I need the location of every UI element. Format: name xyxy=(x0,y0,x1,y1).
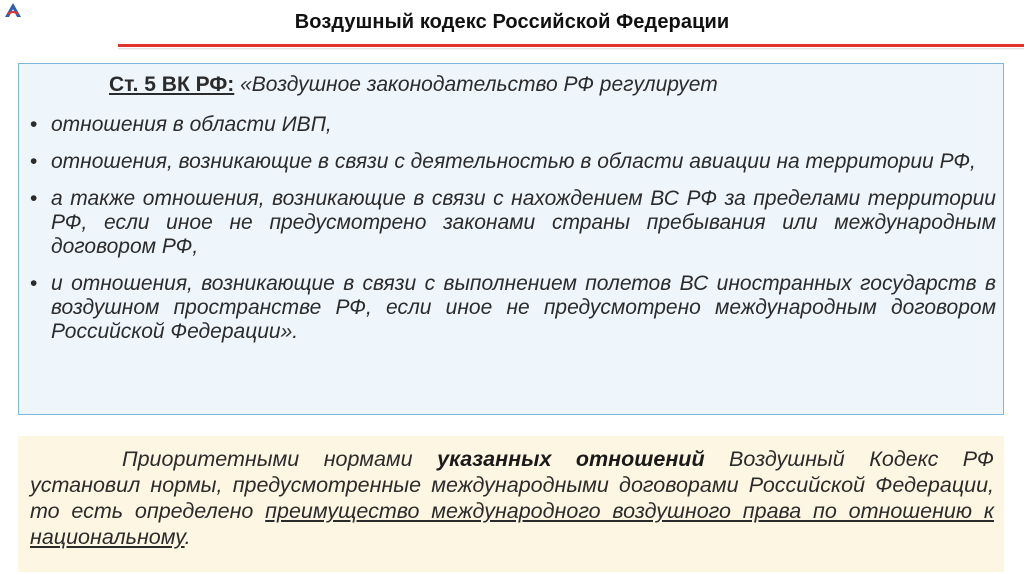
list-item-text: отношения в области ИВП, xyxy=(51,113,332,136)
law-quote-box xyxy=(18,63,1004,415)
bullet-icon: • xyxy=(30,113,38,136)
list-item-text: отношения, возникающие в связи с деятельностью в области авиации на территории РФ, xyxy=(51,150,976,173)
article-intro: «Воздушное законодательство РФ регулирует xyxy=(234,73,718,96)
regulated-relations-list xyxy=(26,113,996,357)
bullet-icon: • xyxy=(30,272,38,295)
priority-text-part1: Приоритетными нормами xyxy=(122,447,438,471)
page-title: Воздушный кодекс Российской Федерации xyxy=(294,11,730,33)
list-item xyxy=(26,272,996,344)
list-item-text: и отношения, возникающие в связи с выполнением полетов ВС иностранных государств в воздушном пространстве РФ, если иное не предусмотрено международным договором Российской Федерации». xyxy=(51,272,996,343)
title-underline-rule xyxy=(118,44,1024,47)
list-item xyxy=(26,150,996,174)
list-item-text: а также отношения, возникающие в связи с нахождением ВС РФ за пределами территории РФ, если иное не предусмотрено законами страны пребывания или международным договором РФ, xyxy=(51,187,996,258)
law-heading xyxy=(109,73,718,97)
bullet-icon: • xyxy=(30,150,38,173)
priority-text-underlined: преимущество международного воздушного права по отношению к национальному xyxy=(30,499,994,549)
priority-text-bold: указанных отношений xyxy=(437,447,705,471)
bullet-icon: • xyxy=(30,187,38,210)
priority-text-part2: Воздушный Кодекс РФ установил нормы, предусмотренные международными договорами Российской Федерации, то есть определено xyxy=(30,447,994,523)
title-rule-shadow xyxy=(118,48,1024,50)
priority-text-end: . xyxy=(184,525,191,549)
article-reference: Ст. 5 ВК РФ: xyxy=(109,73,235,96)
list-item xyxy=(26,113,996,137)
list-item xyxy=(26,187,996,259)
priority-norms-paragraph xyxy=(18,436,1004,572)
